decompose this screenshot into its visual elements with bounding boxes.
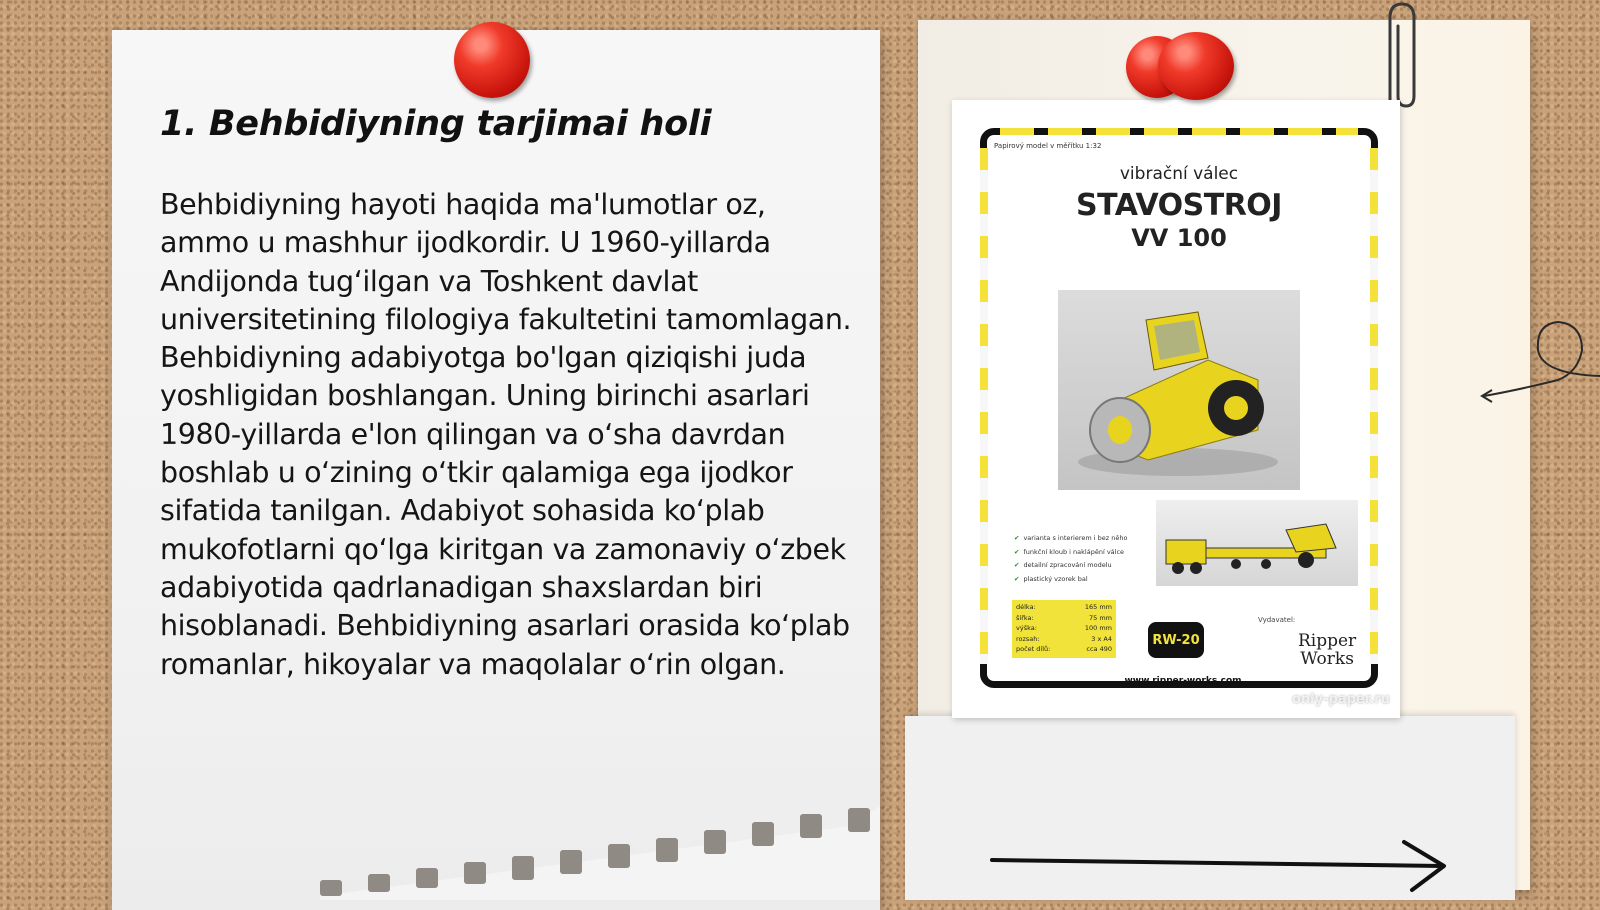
watermark: only-paper.ru	[1292, 692, 1390, 707]
road-roller-illustration	[1058, 290, 1300, 490]
note-body-text: Behbidiyning hayoti haqida ma'lumotlar oz, ammo u mashhur ijodkordir. U 1960-yillarda Andijonda tugʻilgan va Toshkent davlat universitetining filologiya fakultetini tamomlagan. Behbidiyning adabiyotga bo'lgan qiziqishi juda yoshligidan boshlangan. Uning birinchi asarlari 1980-yillarda e'lon qilingan va oʻsha davrdan boshlab u oʻzining oʻtkir qalamiga ega ijodkor sifatida tanilgan. Adabiyot sohasida koʻplab mukofotlarni qoʻlga kiritgan va zamonaviy oʻzbek adabiyotida qadrlanadigan shaxslardan biri hisoblanadi. Behbidiyning asarlari orasida koʻplab romanlar, hikoyalar va maqolalar oʻrin olgan.	[160, 188, 852, 681]
poster-stripe-right	[1370, 148, 1378, 664]
publisher-label: Vydavatel:	[1258, 616, 1296, 624]
model-code-badge: RW-20	[1148, 622, 1204, 658]
poster-model: VV 100	[1131, 224, 1227, 252]
spec-row: počet dílů: cca 490	[1016, 645, 1112, 654]
publisher-logo: Ripper Works	[1298, 631, 1357, 669]
poster-scale-note: Papirový model v měřítku 1:32	[994, 142, 1102, 150]
truck-with-roller-photo	[1156, 500, 1358, 586]
checkmark-icon: ✔	[1014, 561, 1020, 569]
roller-photo	[1058, 290, 1300, 490]
push-pin-icon	[454, 22, 530, 98]
curly-arrow-doodle	[1478, 310, 1600, 410]
checkmark-icon: ✔	[1014, 547, 1020, 556]
feature-item: ✔ funkční kloub i naklápění válce	[1014, 547, 1125, 556]
note-title: 1. Behbidiyning tarjimai holi	[160, 104, 712, 144]
poster-spec-box	[1012, 600, 1116, 658]
spec-row: výška: 100 mm	[1016, 624, 1112, 633]
poster-subtitle: vibrační válec	[1119, 164, 1239, 184]
poster-website: www.ripper-works.com	[1124, 676, 1242, 686]
poster-title: STAVOSTROJ	[1076, 188, 1282, 223]
torn-notebook-edge	[320, 806, 880, 900]
arrow-right-icon	[988, 838, 1448, 894]
feature-item: ✔ varianta s interierem i bez něho	[1014, 534, 1128, 542]
checkmark-icon: ✔	[1014, 574, 1020, 583]
spec-row: délka: 165 mm	[1016, 603, 1112, 611]
poster-stripe-left	[980, 148, 988, 664]
truck-illustration	[1156, 500, 1358, 586]
poster-stripe-top	[1000, 128, 1358, 135]
push-pin-icon	[1158, 32, 1234, 100]
feature-item: ✔ detailní zpracování modelu	[1014, 561, 1112, 569]
checkmark-icon: ✔	[1014, 534, 1020, 542]
spec-row: rozsah: 3 x A4	[1016, 634, 1112, 643]
feature-item: ✔ plastický vzorek bal	[1014, 574, 1088, 583]
poster-feature-list	[1014, 532, 1127, 586]
spec-row: šířka: 75 mm	[1016, 613, 1112, 622]
